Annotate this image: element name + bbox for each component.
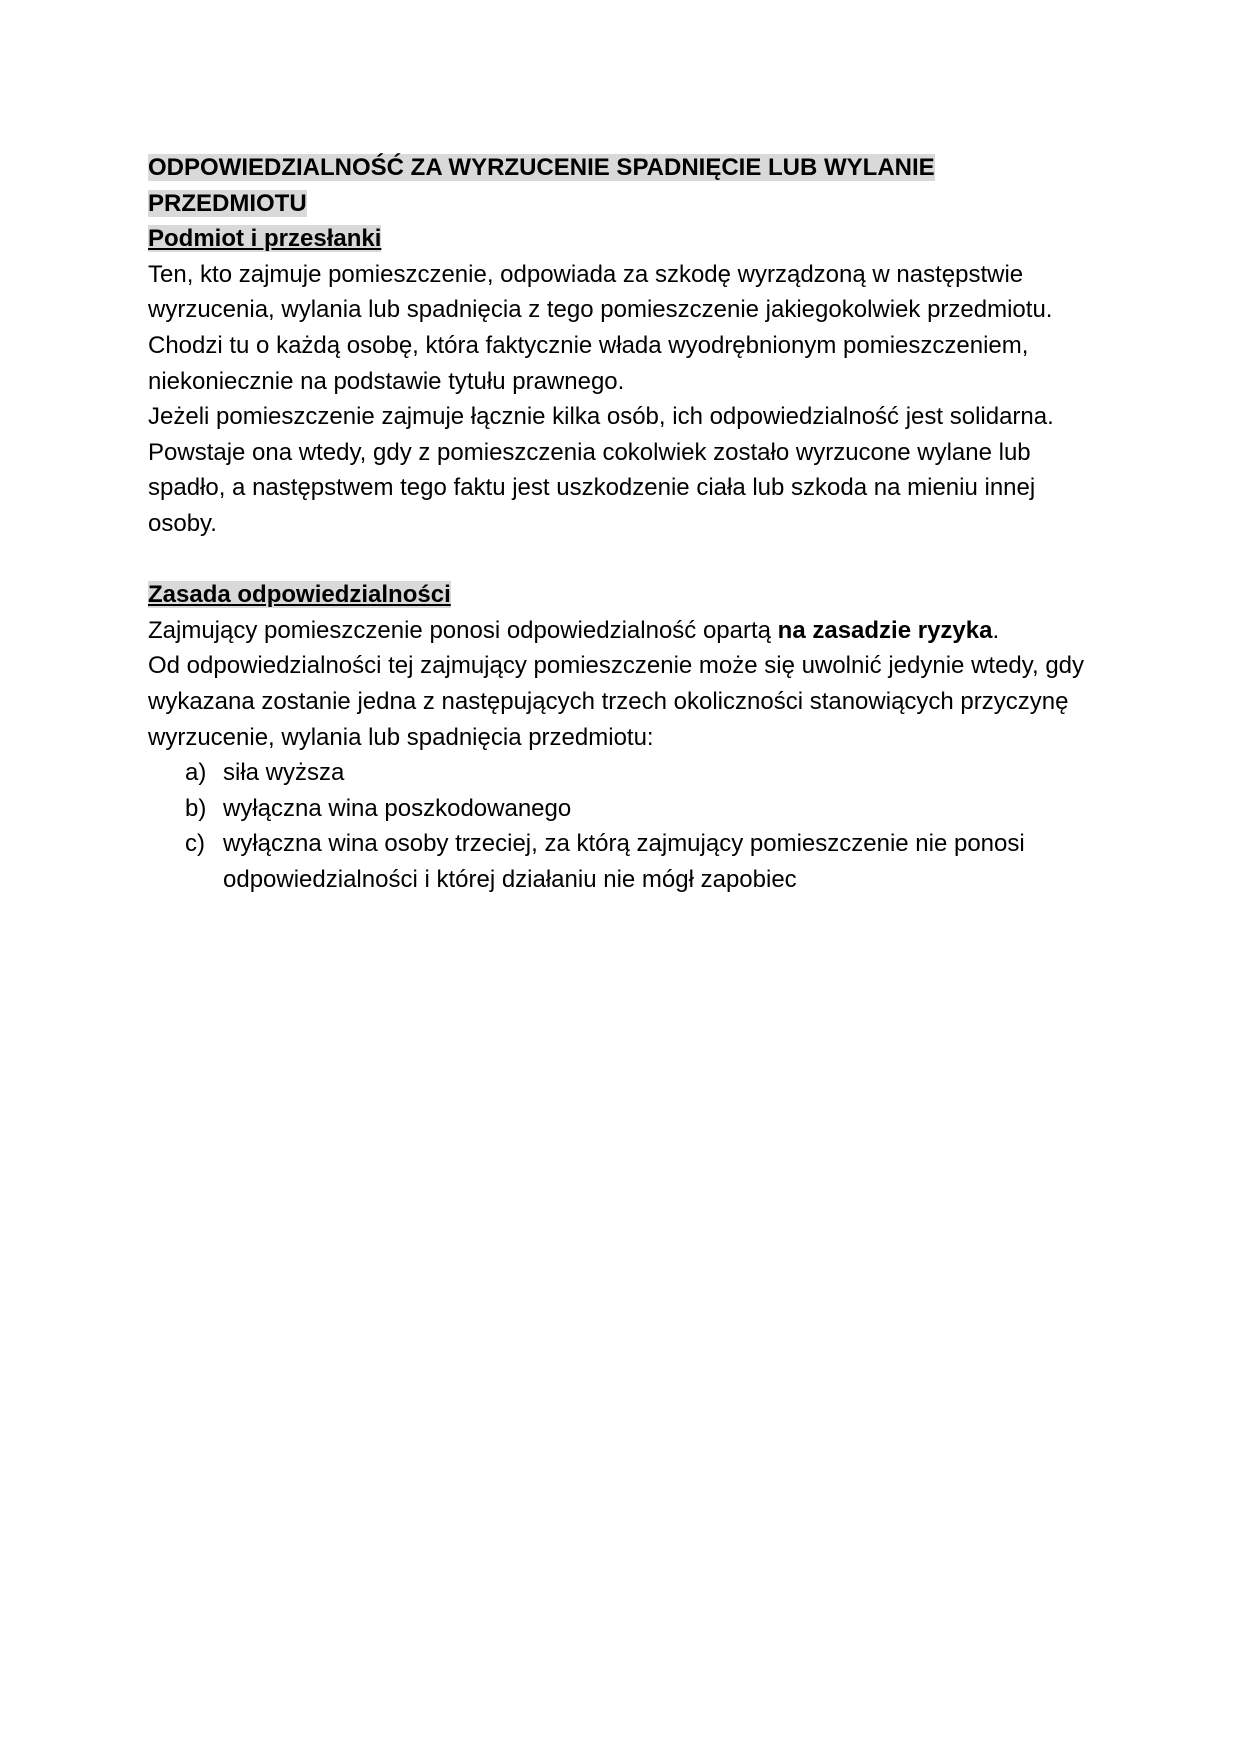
- paragraph: Ten, kto zajmuje pomieszczenie, odpowiada za szkodę wyrządzoną w następstwie wyrzucenia, wylania lub spadnięcia z tego pomieszczenie jakiegokolwiek przedmiotu.: [148, 260, 1053, 324]
- document-page: [148, 150, 1098, 897]
- list-marker: c): [185, 830, 205, 858]
- list-item: [148, 826, 1098, 897]
- bold-phrase: na zasadzie ryzyka: [777, 616, 993, 644]
- spacer: [148, 542, 1098, 578]
- section-heading-subject: Podmiot i przesłanki: [148, 225, 382, 253]
- list-item: [148, 755, 1098, 791]
- title-line-1: ODPOWIEDZIALNOŚĆ ZA WYRZUCENIE SPADNIĘCIE LUB WYLANIE: [148, 154, 935, 181]
- list-item-text: siła wyższa: [223, 759, 345, 787]
- paragraph: Zajmujący pomieszczenie ponosi odpowiedzialność opartą na zasadzie ryzyka.: [148, 616, 1000, 644]
- document-title: [148, 150, 1098, 221]
- paragraph: Od odpowiedzialności tej zajmujący pomieszczenie może się uwolnić jedynie wtedy, gdy wykazana zostanie jedna z następujących trzech okoliczności stanowiących przyczynę wyrzucenie, wylania lub spadnięcia przedmiotu:: [148, 652, 1085, 751]
- paragraph: Jeżeli pomieszczenie zajmuje łącznie kilka osób, ich odpowiedzialność jest solidarna.: [148, 403, 1054, 431]
- list-marker: a): [185, 759, 207, 787]
- paragraph: Powstaje ona wtedy, gdy z pomieszczenia cokolwiek zostało wyrzucone wylane lub spadło, a następstwem tego faktu jest uszkodzenie ciała lub szkoda na mieniu innej osoby.: [148, 438, 1036, 537]
- title-line-2: PRZEDMIOTU: [148, 189, 307, 217]
- section-heading-liability-principle: Zasada odpowiedzialności: [148, 581, 451, 609]
- list-item: [148, 791, 1098, 827]
- exoneration-list: [148, 755, 1098, 897]
- paragraph: Chodzi tu o każdą osobę, która faktycznie włada wyodrębnionym pomieszczeniem, niekoniecznie na podstawie tytułu prawnego.: [148, 331, 1029, 395]
- list-item-text: wyłączna wina osoby trzeciej, za którą zajmujący pomieszczenie nie ponosi odpowiedzialności i której działaniu nie mógł zapobiec: [223, 830, 1025, 893]
- list-marker: b): [185, 794, 207, 822]
- list-item-text: wyłączna wina poszkodowanego: [223, 794, 572, 822]
